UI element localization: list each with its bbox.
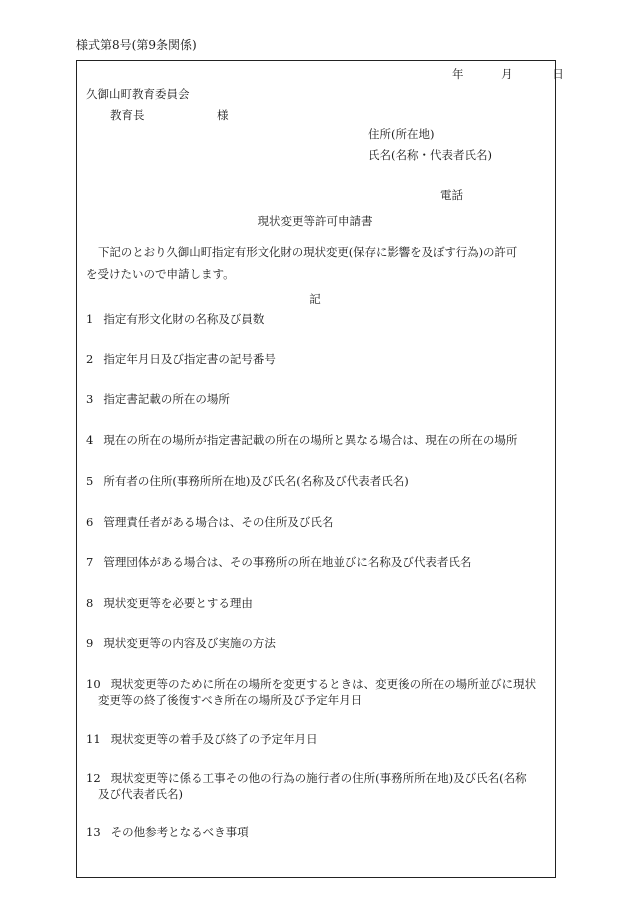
list-item bbox=[86, 554, 550, 570]
intro-line-1: 下記のとおり久御山町指定有形文化財の現状変更(保存に影響を及ぼす行為)の許可 bbox=[98, 245, 518, 259]
item-number: 6 bbox=[86, 515, 94, 529]
form-number: 様式第8号(第9条関係) bbox=[76, 38, 197, 52]
item-number: 7 bbox=[86, 555, 94, 569]
item-text: 現状変更等を必要とする理由 bbox=[103, 596, 253, 610]
addressee-org: 久御山町教育委員会 bbox=[86, 87, 190, 101]
list-item bbox=[86, 824, 550, 840]
list-item bbox=[86, 770, 550, 802]
list-item bbox=[86, 676, 550, 708]
document-title: 現状変更等許可申請書 bbox=[257, 214, 373, 228]
item-number: 3 bbox=[86, 392, 94, 406]
intro-paragraph bbox=[86, 241, 546, 285]
item-text-continued: 及び代表者氏名) bbox=[98, 787, 183, 801]
list-item bbox=[86, 432, 550, 448]
item-text: 現在の所在の場所が指定書記載の所在の場所と異なる場合は、現在の所在の場所 bbox=[103, 433, 518, 447]
form-frame bbox=[76, 60, 556, 878]
applicant-phone-label: 電話 bbox=[440, 188, 463, 202]
list-item bbox=[86, 635, 550, 651]
item-text: 現状変更等に係る工事その他の行為の施行者の住所(事務所所在地)及び氏名(名称 bbox=[110, 771, 527, 785]
item-number: 12 bbox=[86, 771, 101, 785]
item-number: 4 bbox=[86, 433, 94, 447]
list-item bbox=[86, 391, 550, 407]
addressee-honorific: 様 bbox=[217, 108, 229, 122]
list-item bbox=[86, 595, 550, 611]
item-number: 2 bbox=[86, 352, 94, 366]
date-year-label: 年 bbox=[452, 67, 464, 81]
list-item bbox=[86, 351, 550, 367]
item-text: 現状変更等の内容及び実施の方法 bbox=[103, 636, 276, 650]
item-text: 現状変更等の着手及び終了の予定年月日 bbox=[110, 732, 318, 746]
item-text: 指定書記載の所在の場所 bbox=[103, 392, 230, 406]
list-item bbox=[86, 311, 550, 327]
item-number: 10 bbox=[86, 677, 101, 691]
item-text: 管理責任者がある場合は、その住所及び氏名 bbox=[103, 515, 334, 529]
item-text-continued: 変更等の終了後復すべき所在の場所及び予定年月日 bbox=[98, 693, 363, 707]
item-text: 指定年月日及び指定書の記号番号 bbox=[103, 352, 276, 366]
item-text: 所有者の住所(事務所所在地)及び氏名(名称及び代表者氏名) bbox=[103, 474, 409, 488]
intro-line-2: を受けたいので申請します。 bbox=[86, 267, 235, 281]
date-day-label: 日 bbox=[552, 67, 564, 81]
addressee-title: 教育長 bbox=[110, 108, 145, 122]
applicant-name-label: 氏名(名称・代表者氏名) bbox=[368, 148, 492, 162]
item-text: 管理団体がある場合は、その事務所の所在地並びに名称及び代表者氏名 bbox=[103, 555, 472, 569]
item-text: その他参考となるべき事項 bbox=[110, 825, 249, 839]
list-item bbox=[86, 473, 550, 489]
date-row bbox=[452, 66, 564, 82]
applicant-address-label: 住所(所在地) bbox=[368, 127, 435, 141]
item-number: 1 bbox=[86, 312, 94, 326]
item-number: 8 bbox=[86, 596, 94, 610]
list-item bbox=[86, 731, 550, 747]
item-number: 11 bbox=[86, 732, 101, 746]
item-text: 指定有形文化財の名称及び員数 bbox=[103, 312, 265, 326]
item-number: 13 bbox=[86, 825, 101, 839]
ki-heading: 記 bbox=[309, 292, 321, 306]
date-month-label: 月 bbox=[501, 67, 513, 81]
list-item bbox=[86, 514, 550, 530]
item-number: 9 bbox=[86, 636, 94, 650]
item-text: 現状変更等のために所在の場所を変更するときは、変更後の所在の場所並びに現状 bbox=[110, 677, 537, 691]
item-number: 5 bbox=[86, 474, 94, 488]
